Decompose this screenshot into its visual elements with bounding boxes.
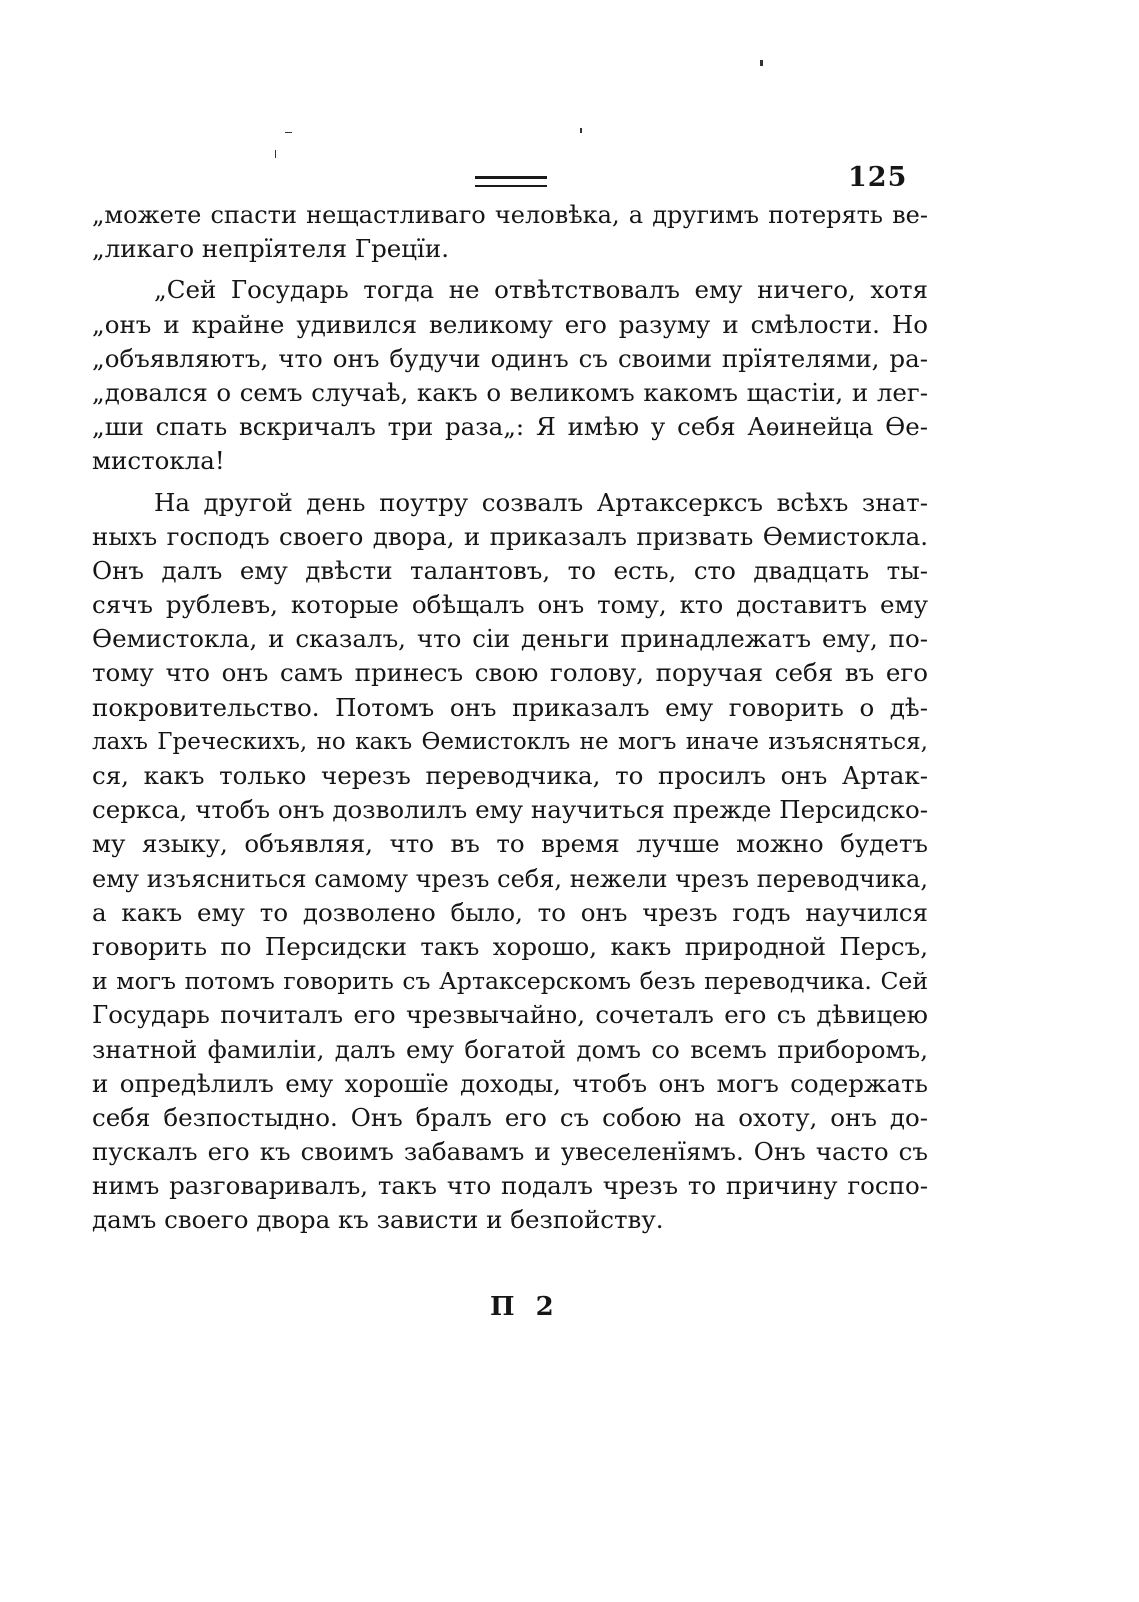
- text-line: покровительство. Потомъ онъ приказалъ ему говорить о дѣ-: [92, 692, 928, 722]
- text-line: говорить по Персидски такъ хорошо, какъ природной Персъ,: [92, 931, 928, 961]
- text-line: Государь почиталъ его чрезвычайно, сочеталъ его съ дѣвицею: [92, 1000, 928, 1030]
- text-line: ныхъ господъ своего двора, и приказалъ призвать Ѳемистокла.: [92, 521, 928, 551]
- header-rule: [475, 176, 547, 187]
- text-line: лахъ Греческихъ, но какъ Ѳемистоклъ не могъ иначе изъясняться,: [92, 728, 928, 755]
- print-speck: [580, 128, 582, 133]
- text-line: Онъ далъ ему двѣсти талантовъ, то есть, сто двадцать ты-: [92, 555, 928, 585]
- text-line: ся, какъ только черезъ переводчика, то просилъ онъ Артак-: [92, 761, 928, 790]
- page-number: 125: [848, 162, 908, 193]
- signature-mark: П 2: [490, 1292, 560, 1322]
- body-text: [92, 198, 928, 1238]
- text-line: „объявляютъ, что онъ будучи одинъ съ своими прïятелями, ра-: [92, 343, 928, 373]
- text-line: себя безпостыдно. Онъ бралъ его съ собою на охоту, онъ до-: [92, 1102, 928, 1132]
- text-line: и могъ потомъ говорить съ Артаксерскомъ безъ переводчика. Сей: [92, 967, 928, 996]
- text-line: ему изъясниться самому чрезъ себя, нежели чрезъ переводчика,: [92, 864, 928, 893]
- text-line: „довался о семъ случаѣ, какъ о великомъ какомъ щастiи, и лег-: [92, 377, 928, 407]
- text-line: сячъ рублевъ, которые обѣщалъ онъ тому, кто доставитъ ему: [92, 590, 928, 620]
- print-speck: [760, 60, 763, 66]
- text-line: „онъ и крайне удивился великому его разуму и смѣлости. Но: [92, 309, 928, 339]
- print-speck: [285, 132, 292, 133]
- text-line: мистокла!: [92, 446, 225, 476]
- print-speck: [275, 150, 276, 158]
- text-line: му языку, объявляя, что въ то время лучше можно будетъ: [92, 829, 928, 859]
- text-line: пускалъ его къ своимъ забавамъ и увеселенïямъ. Онъ часто съ: [92, 1137, 928, 1167]
- text-line: Ѳемистокла, и сказалъ, что сiи деньги принадлежатъ ему, по-: [92, 624, 928, 654]
- text-line: „можете спасти нещастливаго человѣка, а другимъ потерять ве-: [92, 201, 928, 229]
- text-line: „ликаго непрïятеля Грецïи.: [92, 234, 449, 264]
- text-line: и опредѣлилъ ему хорошïе доходы, чтобъ онъ могъ содержать: [92, 1068, 928, 1098]
- text-line: а какъ ему то дозволено было, то онъ чрезъ годъ научился: [92, 897, 928, 927]
- text-line: тому что онъ самъ принесъ свою голову, поручая себя въ его: [92, 658, 928, 688]
- text-line: На другой день поутру созвалъ Артаксерксъ всѣхъ знат-: [154, 487, 928, 517]
- text-line: „ши спать вскричалъ три раза„: Я имѣю у себя Аѳинейца Ѳе-: [92, 412, 928, 442]
- text-line: нимъ разговаривалъ, такъ что подалъ чрезъ то причину госпо-: [92, 1171, 928, 1201]
- text-line: серкса, чтобъ онъ дозволилъ ему научиться прежде Персидско-: [92, 795, 928, 825]
- text-line: „Сей Государь тогда не отвѣтствовалъ ему ничего, хотя: [154, 275, 928, 305]
- text-line: знатной фамилiи, далъ ему богатой домъ со всемъ приборомъ,: [92, 1034, 928, 1064]
- text-line: дамъ своего двора къ зависти и безпойству.: [92, 1205, 664, 1235]
